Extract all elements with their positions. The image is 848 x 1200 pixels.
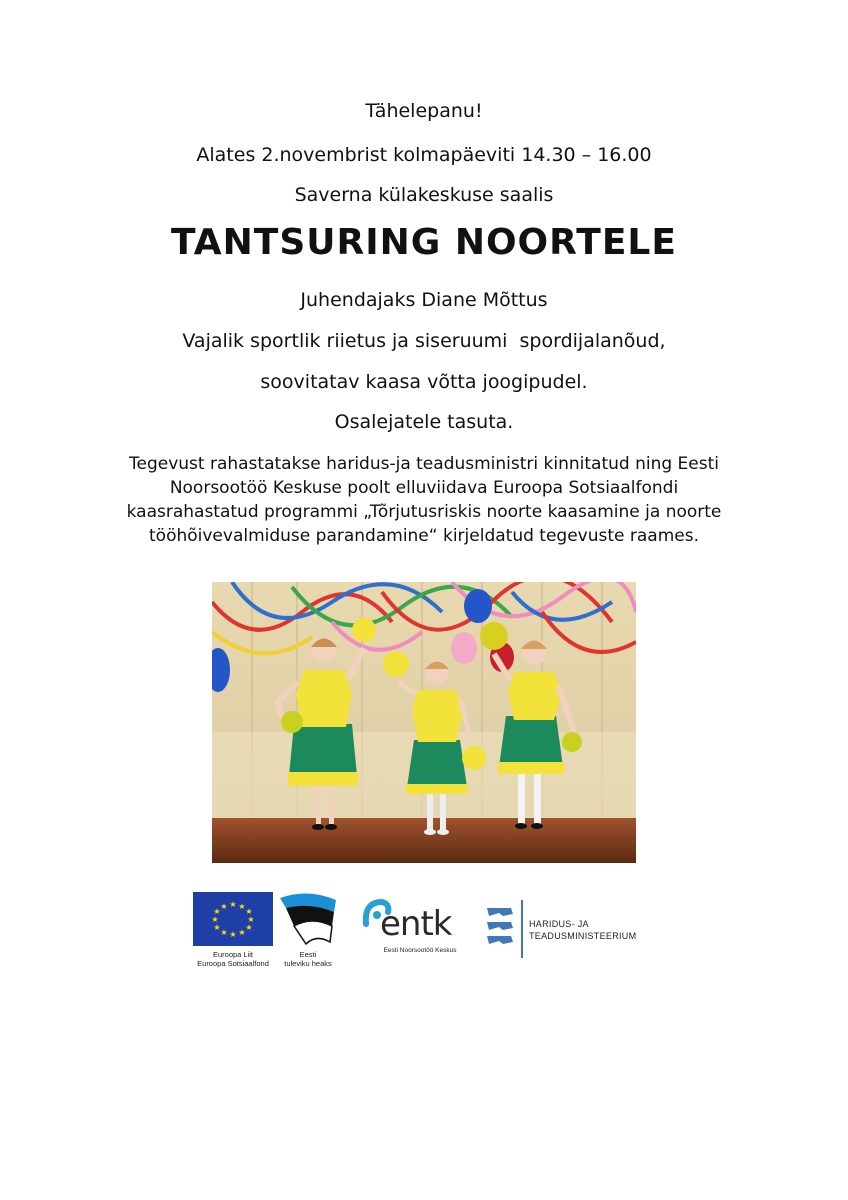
entk-wordmark: entk (380, 904, 452, 944)
estonia-caption-line2: tuleviku heaks (284, 959, 332, 968)
funding-paragraph (80, 452, 768, 548)
entk-caption: Eesti Noorsootöö Keskus (383, 947, 457, 954)
estonian-flag-wave-icon (276, 890, 340, 946)
ministry-name-line1: HARIDUS- JA (529, 919, 589, 929)
funding-line: kaasrahastatud programmi „Tõrjutusriskis noorte kaasamine ja noorte (126, 502, 722, 522)
estonia-logo (276, 890, 340, 974)
svg-text:★: ★ (238, 928, 246, 937)
page-title: TANTSURING NOORTELE (171, 222, 677, 263)
eu-logo (193, 892, 273, 974)
ministry-name (529, 918, 636, 942)
schedule-text: Alates 2.novembrist kolmapäeviti 14.30 – 16.00 (196, 144, 652, 166)
funding-line: Noorsootöö Keskuse poolt elluviidava Euroopa Sotsiaalfondi (169, 478, 679, 498)
dancers-illustration (212, 582, 636, 863)
svg-text:★: ★ (220, 902, 228, 911)
svg-text:★: ★ (247, 915, 255, 924)
price-text: Osalejatele tasuta. (334, 411, 514, 433)
eu-caption-line1: Euroopa Liit (212, 950, 254, 959)
svg-text:★: ★ (229, 930, 237, 939)
ministry-logo (485, 900, 635, 962)
svg-text:★: ★ (245, 907, 253, 916)
funding-line: Tegevust rahastatakse haridus-ja teadusministri kinnitatud ning Eesti (128, 454, 719, 474)
svg-text:★: ★ (238, 902, 246, 911)
ministry-divider (521, 900, 523, 958)
svg-text:★: ★ (220, 928, 228, 937)
eu-flag-icon (193, 892, 273, 946)
requirements-text-1: Vajalik sportlik riietus ja siseruumi spordijalanõud, (182, 330, 666, 352)
svg-text:★: ★ (229, 900, 237, 909)
attention-heading: Tähelepanu! (365, 100, 483, 122)
requirements-text-2: soovitatav kaasa võtta joogipudel. (260, 371, 588, 393)
three-lions-icon (485, 904, 515, 950)
instructor-text: Juhendajaks Diane Mõttus (300, 289, 548, 311)
ministry-name-line2: TEADUSMINISTEERIUM (529, 931, 637, 941)
svg-text:★: ★ (211, 915, 219, 924)
funding-line: tööhõivevalmiduse parandamine“ kirjeldatud tegevuste raames. (149, 526, 699, 546)
sponsor-logos (0, 888, 848, 978)
location-text: Saverna külakeskuse saalis (294, 184, 554, 206)
dancers-photo (212, 582, 636, 863)
entk-logo (360, 896, 464, 966)
svg-text:★: ★ (213, 907, 221, 916)
svg-text:★: ★ (245, 923, 253, 932)
eu-caption-line2: Euroopa Sotsiaalfond (197, 959, 269, 968)
svg-text:★: ★ (213, 923, 221, 932)
estonia-caption-line1: Eesti (299, 950, 317, 959)
